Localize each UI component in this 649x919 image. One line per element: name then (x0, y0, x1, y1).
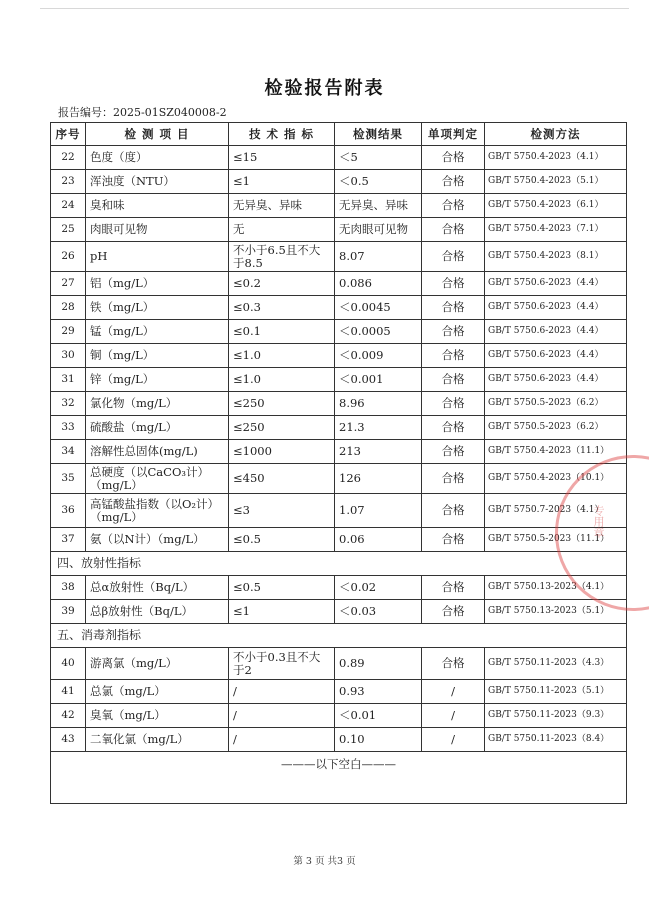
row-standard: ≤1.0 (229, 368, 335, 392)
row-method: GB/T 5750.6-2023（4.4） (485, 296, 627, 320)
row-method: GB/T 5750.13-2023（4.1） (485, 576, 627, 600)
row-result: ＜5 (335, 146, 422, 170)
table-row (51, 146, 627, 170)
table-row (51, 368, 627, 392)
row-item: 肉眼可见物 (86, 218, 229, 242)
row-method: GB/T 5750.11-2023（5.1） (485, 680, 627, 704)
row-result: ＜0.001 (335, 368, 422, 392)
row-judgement: 合格 (422, 242, 485, 272)
rows-disinfectant (51, 648, 627, 752)
row-number: 35 (51, 464, 86, 494)
section-disinfectant: 五、消毒剂指标 (51, 624, 627, 648)
report-table (50, 122, 627, 804)
row-number: 23 (51, 170, 86, 194)
row-number: 37 (51, 528, 86, 552)
row-method: GB/T 5750.11-2023（4.3） (485, 648, 627, 680)
table-row (51, 680, 627, 704)
row-method: GB/T 5750.5-2023（6.2） (485, 392, 627, 416)
row-item: 游离氯（mg/L） (86, 648, 229, 680)
row-number: 32 (51, 392, 86, 416)
row-result: ＜0.02 (335, 576, 422, 600)
row-number: 34 (51, 440, 86, 464)
row-method: GB/T 5750.13-2023（5.1） (485, 600, 627, 624)
row-method: GB/T 5750.11-2023（9.3） (485, 704, 627, 728)
row-standard: / (229, 704, 335, 728)
row-number: 25 (51, 218, 86, 242)
row-result: 0.89 (335, 648, 422, 680)
row-method: GB/T 5750.4-2023（8.1） (485, 242, 627, 272)
row-judgement: / (422, 680, 485, 704)
row-standard: ≤250 (229, 392, 335, 416)
row-item: 氨（以N计）（mg/L） (86, 528, 229, 552)
row-judgement: 合格 (422, 170, 485, 194)
row-judgement: 合格 (422, 440, 485, 464)
row-result: ＜0.01 (335, 704, 422, 728)
row-result: ＜0.0045 (335, 296, 422, 320)
end-row (51, 752, 627, 804)
row-item: 浑浊度（NTU） (86, 170, 229, 194)
table-row (51, 194, 627, 218)
row-method: GB/T 5750.4-2023（6.1） (485, 194, 627, 218)
row-number: 39 (51, 600, 86, 624)
table-row (51, 464, 627, 494)
row-item: 铁（mg/L） (86, 296, 229, 320)
row-result: 0.086 (335, 272, 422, 296)
row-item: 锌（mg/L） (86, 368, 229, 392)
table-row (51, 440, 627, 464)
row-item: 铜（mg/L） (86, 344, 229, 368)
row-judgement: 合格 (422, 528, 485, 552)
row-number: 43 (51, 728, 86, 752)
row-method: GB/T 5750.6-2023（4.4） (485, 344, 627, 368)
row-item: 总硬度（以CaCO₃计）（mg/L） (86, 464, 229, 494)
row-standard: ≤3 (229, 494, 335, 528)
rows-general (51, 146, 627, 552)
row-judgement: 合格 (422, 218, 485, 242)
row-number: 26 (51, 242, 86, 272)
row-result: 无异臭、异味 (335, 194, 422, 218)
table-row (51, 296, 627, 320)
row-result: 126 (335, 464, 422, 494)
row-result: 0.06 (335, 528, 422, 552)
row-standard: / (229, 680, 335, 704)
table-row (51, 600, 627, 624)
row-method: GB/T 5750.4-2023（4.1） (485, 146, 627, 170)
row-number: 40 (51, 648, 86, 680)
table-row (51, 218, 627, 242)
row-standard: ≤250 (229, 416, 335, 440)
report-number: 报告编号：2025-01SZ040008-2 (58, 106, 227, 119)
row-number: 33 (51, 416, 86, 440)
row-number: 30 (51, 344, 86, 368)
row-standard: / (229, 728, 335, 752)
row-standard: 无异臭、异味 (229, 194, 335, 218)
row-method: GB/T 5750.6-2023（4.4） (485, 368, 627, 392)
row-item: 总氯（mg/L） (86, 680, 229, 704)
header-judgement: 单项判定 (422, 123, 485, 146)
row-result: 21.3 (335, 416, 422, 440)
table-row (51, 704, 627, 728)
row-result: 8.07 (335, 242, 422, 272)
row-number: 22 (51, 146, 86, 170)
row-item: 二氧化氯（mg/L） (86, 728, 229, 752)
table-row (51, 242, 627, 272)
stamp-seal-text: 专用章 (592, 505, 605, 538)
header-result: 检测结果 (335, 123, 422, 146)
row-standard: ≤1 (229, 600, 335, 624)
row-method: GB/T 5750.4-2023（7.1） (485, 218, 627, 242)
row-number: 38 (51, 576, 86, 600)
row-judgement: 合格 (422, 194, 485, 218)
end-of-table-text: ———以下空白——— (281, 757, 396, 771)
row-number: 28 (51, 296, 86, 320)
row-result: 0.93 (335, 680, 422, 704)
row-judgement: 合格 (422, 600, 485, 624)
row-number: 24 (51, 194, 86, 218)
table-row (51, 728, 627, 752)
row-method: GB/T 5750.6-2023（4.4） (485, 272, 627, 296)
row-result: ＜0.03 (335, 600, 422, 624)
row-standard: ≤1 (229, 170, 335, 194)
row-item: 氯化物（mg/L） (86, 392, 229, 416)
row-judgement: 合格 (422, 392, 485, 416)
row-result: 213 (335, 440, 422, 464)
row-item: 臭氧（mg/L） (86, 704, 229, 728)
row-item: 总α放射性（Bq/L） (86, 576, 229, 600)
section-radioactivity: 四、放射性指标 (51, 552, 627, 576)
row-method: GB/T 5750.4-2023（5.1） (485, 170, 627, 194)
row-judgement: 合格 (422, 494, 485, 528)
table-row (51, 576, 627, 600)
row-judgement: 合格 (422, 464, 485, 494)
section-disinfectant-row (51, 624, 627, 648)
row-standard: ≤450 (229, 464, 335, 494)
row-item: 溶解性总固体(mg/L) (86, 440, 229, 464)
row-standard: 无 (229, 218, 335, 242)
row-standard: ≤15 (229, 146, 335, 170)
row-item: 高锰酸盐指数（以O₂计）（mg/L） (86, 494, 229, 528)
header-method: 检测方法 (485, 123, 627, 146)
row-method: GB/T 5750.7-2023（4.1） (485, 494, 627, 528)
row-item: 铝（mg/L） (86, 272, 229, 296)
table-row (51, 494, 627, 528)
header-item: 检 测 项 目 (86, 123, 229, 146)
row-result: ＜0.0005 (335, 320, 422, 344)
row-item: 硫酸盐（mg/L） (86, 416, 229, 440)
top-rule (40, 8, 629, 9)
row-result: 无肉眼可见物 (335, 218, 422, 242)
row-item: 锰（mg/L） (86, 320, 229, 344)
row-result: ＜0.009 (335, 344, 422, 368)
table-row (51, 648, 627, 680)
row-standard: ≤0.2 (229, 272, 335, 296)
row-standard: ≤0.1 (229, 320, 335, 344)
row-judgement: 合格 (422, 368, 485, 392)
table-row (51, 272, 627, 296)
row-judgement: / (422, 704, 485, 728)
row-judgement: 合格 (422, 146, 485, 170)
row-standard: ≤1000 (229, 440, 335, 464)
row-number: 42 (51, 704, 86, 728)
row-standard: 不小于0.3且不大于2 (229, 648, 335, 680)
row-judgement: 合格 (422, 320, 485, 344)
table-row (51, 320, 627, 344)
header-no: 序号 (51, 123, 86, 146)
page-title: 检验报告附表 (264, 78, 385, 99)
row-standard: ≤1.0 (229, 344, 335, 368)
row-number: 31 (51, 368, 86, 392)
row-judgement: 合格 (422, 648, 485, 680)
row-judgement: 合格 (422, 576, 485, 600)
row-result: 1.07 (335, 494, 422, 528)
row-result: ＜0.5 (335, 170, 422, 194)
row-judgement: 合格 (422, 272, 485, 296)
row-item: 臭和味 (86, 194, 229, 218)
row-number: 29 (51, 320, 86, 344)
row-standard: ≤0.3 (229, 296, 335, 320)
table-row (51, 416, 627, 440)
header-standard: 技 术 指 标 (229, 123, 335, 146)
table-row (51, 344, 627, 368)
row-method: GB/T 5750.4-2023（10.1） (485, 464, 627, 494)
table-row (51, 392, 627, 416)
row-standard: 不小于6.5且不大于8.5 (229, 242, 335, 272)
row-standard: ≤0.5 (229, 528, 335, 552)
row-judgement: 合格 (422, 296, 485, 320)
section-radioactivity-row (51, 552, 627, 576)
row-judgement: 合格 (422, 344, 485, 368)
row-standard: ≤0.5 (229, 576, 335, 600)
header-row (51, 123, 627, 146)
row-item: 色度（度） (86, 146, 229, 170)
rows-radioactivity (51, 576, 627, 624)
row-method: GB/T 5750.5-2023（6.2） (485, 416, 627, 440)
table-row (51, 528, 627, 552)
row-result: 0.10 (335, 728, 422, 752)
row-result: 8.96 (335, 392, 422, 416)
row-judgement: / (422, 728, 485, 752)
row-item: 总β放射性（Bq/L） (86, 600, 229, 624)
row-method: GB/T 5750.5-2023（11.1） (485, 528, 627, 552)
row-method: GB/T 5750.4-2023（11.1） (485, 440, 627, 464)
row-number: 36 (51, 494, 86, 528)
table-row (51, 170, 627, 194)
row-number: 41 (51, 680, 86, 704)
row-item: pH (86, 242, 229, 272)
row-method: GB/T 5750.6-2023（4.4） (485, 320, 627, 344)
page-footer: 第 3 页 共3 页 (293, 856, 356, 867)
row-method: GB/T 5750.11-2023（8.4） (485, 728, 627, 752)
row-number: 27 (51, 272, 86, 296)
row-judgement: 合格 (422, 416, 485, 440)
